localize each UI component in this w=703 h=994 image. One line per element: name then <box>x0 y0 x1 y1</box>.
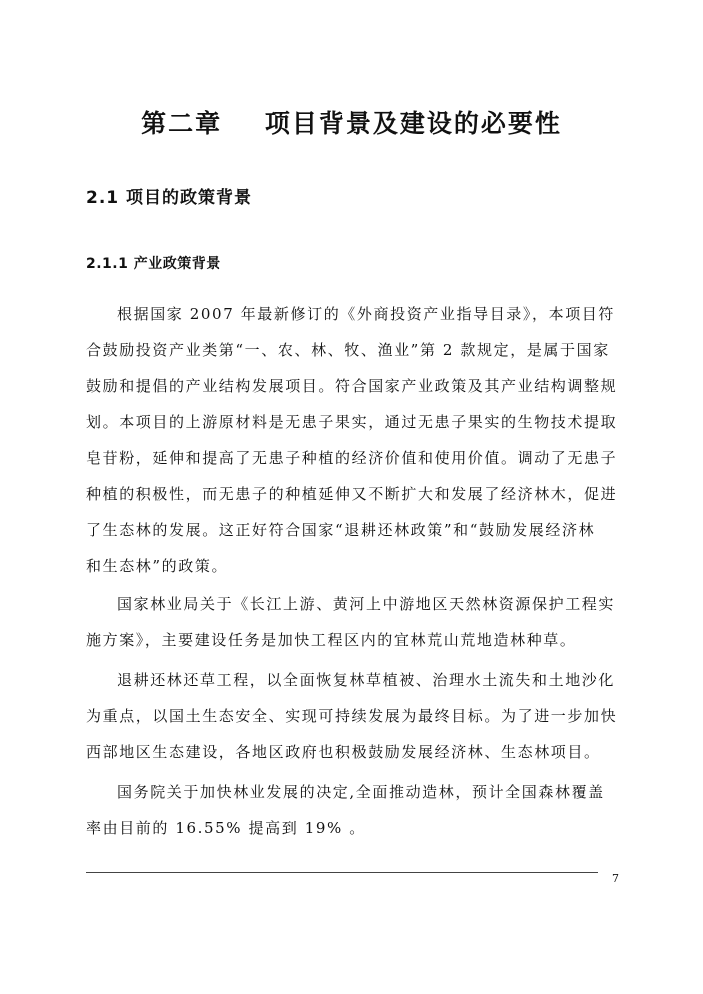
chapter-title: 第二章 项目背景及建设的必要性 <box>141 109 562 138</box>
paragraph-line: 国务院关于加快林业发展的决定,全面推动造林，预计全国森林覆盖 <box>117 783 605 801</box>
paragraph-line: 鼓励和提倡的产业结构发展项目。符合国家产业政策及其产业结构调整规 <box>86 377 618 395</box>
subsection-heading: 2.1.1 产业政策背景 <box>86 256 221 272</box>
paragraph-line: 划。本项目的上游原材料是无患子果实，通过无患子果实的生物技术提取 <box>86 413 618 431</box>
paragraph-line: 了生态林的发展。这正好符合国家“退耕还林政策”和“鼓励发展经济林 <box>86 521 596 539</box>
section-heading: 2.1 项目的政策背景 <box>86 188 253 208</box>
paragraph-line: 退耕还林还草工程，以全面恢复林草植被、治理水土流失和土地沙化 <box>117 671 616 689</box>
page-number: 7 <box>612 872 619 885</box>
paragraph-line: 率由目前的 16.55% 提高到 19% 。 <box>86 819 366 837</box>
paragraph-line: 西部地区生态建设，各地区政府也积极鼓励发展经济林、生态林项目。 <box>86 743 601 761</box>
paragraph-line: 施方案》，主要建设任务是加快工程区内的宜林荒山荒地造林种草。 <box>86 631 577 649</box>
paragraph-line: 为重点，以国土生态安全、实现可持续发展为最终目标。为了进一步加快 <box>86 707 618 725</box>
paragraph-line: 国家林业局关于《长江上游、黄河上中游地区天然林资源保护工程实 <box>117 595 616 613</box>
paragraph-line: 合鼓励投资产业类第“一、农、林、牧、渔业”第 2 款规定，是属于国家 <box>86 341 610 359</box>
paragraph-line: 根据国家 2007 年最新修订的《外商投资产业指导目录》，本项目符 <box>117 305 616 323</box>
paragraph-line: 种植的积极性，而无患子的种植延伸又不断扩大和发展了经济林木，促进 <box>86 485 618 503</box>
paragraph-line: 皂苷粉，延伸和提高了无患子种植的经济价值和使用价值。调动了无患子 <box>86 449 618 467</box>
footer-divider <box>86 872 598 873</box>
paragraph-line: 和生态林”的政策。 <box>86 557 229 575</box>
